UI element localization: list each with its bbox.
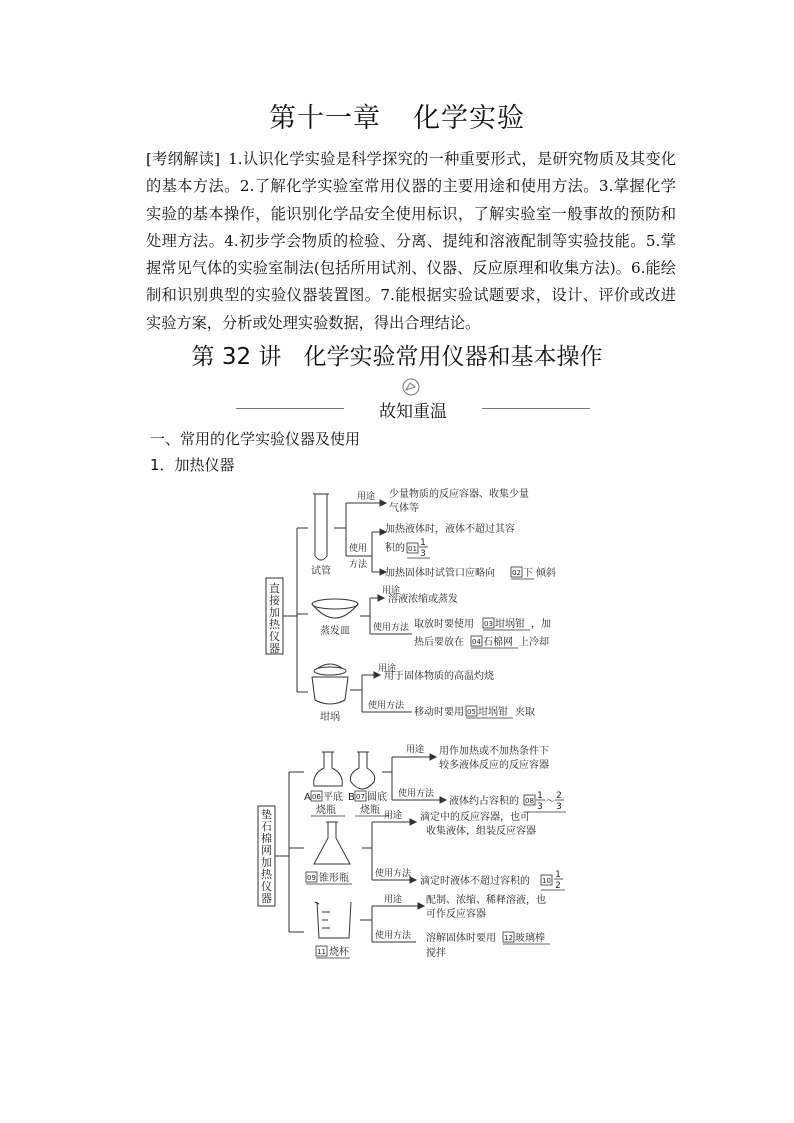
crucible-method-tail: 夹取 <box>515 707 535 718</box>
method-tag: 使用方法 <box>375 869 412 879</box>
gauze-heating-diagram <box>258 752 446 942</box>
beaker-icon <box>315 902 351 938</box>
answer-number: 03 <box>484 620 493 628</box>
fraction-denominator: 3 <box>537 802 543 812</box>
test-tube-method2-tail: 倾斜 <box>536 568 556 579</box>
round-bottom-flask-icon <box>350 752 374 789</box>
conical-use-line2: 收集液体，组装反应容器 <box>426 826 536 837</box>
evaporating-dish-icon <box>312 599 358 618</box>
method-tag: 使用 <box>349 544 368 554</box>
flask-method: 液体约占容积的 <box>449 796 519 807</box>
crucible-method: 移动时要用 <box>414 707 464 718</box>
flask-a-prefix: A <box>304 792 311 803</box>
method-tag: 方法 <box>349 560 368 570</box>
answer-number: 10 <box>542 877 551 885</box>
test-tube-icon <box>313 494 329 560</box>
gauze-label-char: 石 <box>261 820 272 833</box>
answer-number: 01 <box>408 545 417 553</box>
conical-use-line1: 滴定中的反应容器，也可 <box>420 812 530 823</box>
answer-text: 下 <box>523 568 533 579</box>
test-tube-method2: 加热固体时试管口应略向 <box>385 568 495 579</box>
answer-text: 玻璃棒 <box>515 933 545 944</box>
lesson-number: 第 32 讲 <box>191 344 282 370</box>
fraction-numerator: 2 <box>556 791 562 801</box>
direct-label-char: 接 <box>269 594 280 607</box>
dish-method-line2: 热后要放在 <box>414 637 464 648</box>
crucible-icon <box>312 664 348 704</box>
conical-method: 滴定时液体不超过容积的 <box>420 876 530 887</box>
method-tag: 使用方法 <box>368 701 405 711</box>
range-tilde: ～ <box>546 797 556 807</box>
use-tag: 用途 <box>384 895 403 905</box>
dish-method-line1: 取放时要使用 <box>414 619 474 630</box>
flask-use-line1: 用作加热或不加热条件下 <box>439 746 549 757</box>
method-tag: 使用方法 <box>375 931 412 941</box>
direct-label-char: 热 <box>269 618 280 631</box>
beaker-name: 烧杯 <box>329 947 349 958</box>
answer-number: 04 <box>472 638 481 646</box>
answer-text: 圆底 <box>367 792 387 803</box>
test-tube-method1-line1: 加热液体时，液体不超过其容 <box>385 524 515 535</box>
test-tube-name: 试管 <box>311 566 331 577</box>
method-tag: 使用方法 <box>398 789 435 799</box>
fraction-denominator: 3 <box>420 549 426 559</box>
gauze-label-char: 加 <box>261 856 272 869</box>
banner-text: 故知重温 <box>379 402 447 422</box>
direct-label-char: 加 <box>269 606 280 619</box>
section-heading: 一、常用的化学实验仪器及使用 <box>150 430 361 448</box>
beaker-method-line1: 溶解固体时要用 <box>426 933 496 944</box>
answer-number: 06 <box>312 793 321 801</box>
dish-use: 溶液浓缩或蒸发 <box>388 594 458 605</box>
answer-number: 09 <box>307 874 316 882</box>
crucible-use: 用于固体物质的高温灼烧 <box>384 671 494 682</box>
flask-use-line2: 较多液体反应的反应容器 <box>439 760 549 771</box>
gauze-heating-text <box>261 743 566 959</box>
subsection-heading: 1．加热仪器 <box>150 456 235 474</box>
fraction-denominator: 2 <box>555 881 561 891</box>
answer-text: 平底 <box>323 792 343 803</box>
fraction-denominator: 3 <box>556 802 562 812</box>
lesson-name: 化学实验常用仪器和基本操作 <box>303 344 603 370</box>
evaporating-dish-name: 蒸发皿 <box>320 626 350 637</box>
direct-label-char: 直 <box>269 582 280 595</box>
flat-bottom-flask-icon <box>314 752 343 786</box>
answer-number: 05 <box>467 708 476 716</box>
answer-number: 08 <box>525 797 534 805</box>
direct-label-char: 仪 <box>269 630 280 643</box>
beaker-use-line1: 配制、浓缩、稀释溶液，也 <box>426 895 546 906</box>
beaker-method-line2: 搅拌 <box>426 948 446 959</box>
direct-label-char: 器 <box>269 642 280 655</box>
gauze-label-char: 器 <box>261 892 272 905</box>
flask-a-name: 烧瓶 <box>316 805 336 816</box>
dish-method-line1-tail: ，加 <box>531 619 551 630</box>
flask-b-prefix: B <box>348 792 355 803</box>
test-tube-method1-line2: 积的 <box>385 543 405 554</box>
conical-flask-icon <box>314 822 350 864</box>
gauze-label-char: 网 <box>261 844 272 857</box>
use-tag: 用途 <box>406 745 425 755</box>
answer-number: 02 <box>512 569 521 577</box>
test-tube-use-line2: 气体等 <box>389 503 419 514</box>
beaker-use-line2: 可作反应容器 <box>426 909 486 920</box>
use-tag: 用途 <box>357 492 376 502</box>
gauze-label-char: 棉 <box>261 832 272 845</box>
flask-b-name: 烧瓶 <box>360 805 380 816</box>
answer-number: 11 <box>317 948 326 956</box>
fraction-numerator: 1 <box>420 538 426 548</box>
dish-method-line2-tail: 上冷却 <box>519 637 549 648</box>
crucible-name: 坩埚 <box>320 712 340 723</box>
intro-text: 1.认识化学实验是科学探究的一种重要形式，是研究物质及其变化的基本方法。2.了解化学实验室常用仪器的主要用途和使用方法。3.掌握化学实验的基本操作，能识别化学品安全使用标识，了解实验室一般事故的预防和处理方法。4.初步学会物质的检验、分离、提纯和溶液配制等实验技能。5.掌握常见气体的实验室制法(包括所用试剂、仪器、反应原理和收集方法)。6.能绘制和识别典型的实验仪器装置图。7.能根据实验试题要求，设计、评价或改进实验方案，分析或处理实验数据，得出合理结论。 <box>146 150 676 332</box>
answer-text: 坩埚钳 <box>478 707 508 718</box>
fraction-numerator: 1 <box>555 870 561 880</box>
intro-label: [考纲解读] <box>146 150 221 168</box>
answer-text: 石棉网 <box>483 637 513 648</box>
use-tag: 用途 <box>384 811 403 821</box>
test-tube-use-line1: 少量物质的反应容器、收集少量 <box>389 489 529 500</box>
chapter-number: 第十一章 <box>269 103 381 134</box>
answer-number: 07 <box>356 793 365 801</box>
conical-flask-name: 锥形瓶 <box>319 873 349 884</box>
fraction-numerator: 1 <box>537 791 543 801</box>
gauze-label-char: 热 <box>261 868 272 881</box>
gauze-label-char: 仪 <box>261 880 272 893</box>
answer-number: 12 <box>504 934 513 942</box>
chapter-name: 化学实验 <box>413 103 525 134</box>
use-tag: 用途 <box>382 586 401 596</box>
gauze-label-char: 垫 <box>261 808 272 821</box>
use-tag: 用途 <box>378 664 397 674</box>
answer-text: 坩埚钳 <box>495 619 525 630</box>
method-tag: 使用方法 <box>373 623 410 633</box>
